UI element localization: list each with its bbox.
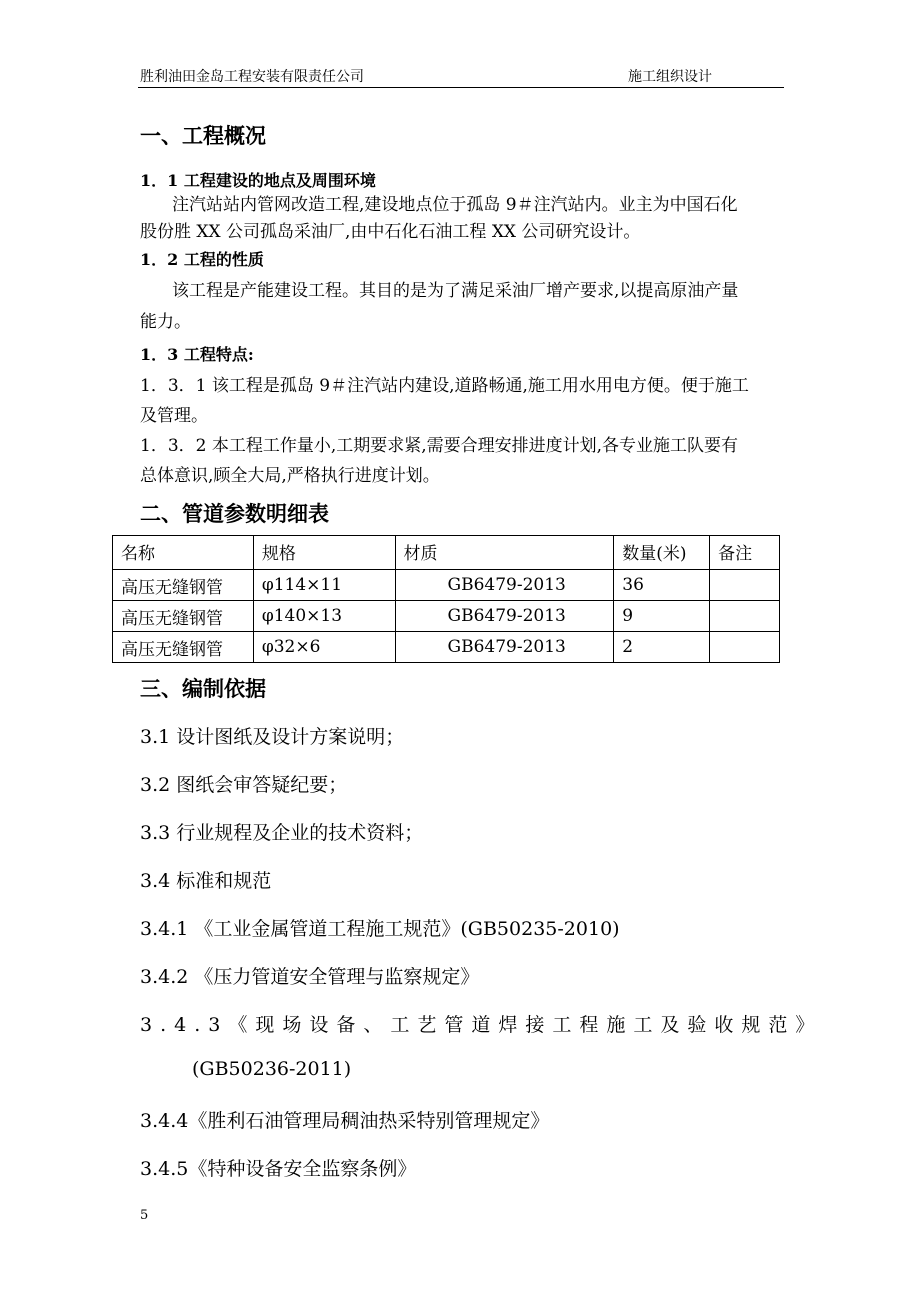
paragraph-1-1-line2: 股份胜 XX 公司孤岛采油厂,由中石化石油工程 XX 公司研究设计。 [140, 222, 641, 242]
paragraph-1-3-1-line2: 及管理。 [140, 406, 208, 426]
pipe-params-table [112, 535, 780, 663]
table-cell-name: 高压无缝钢管 [113, 601, 254, 632]
section2-title: 二、管道参数明细表 [140, 501, 329, 526]
table-header-cell: 备注 [710, 536, 780, 570]
reference-item-continuation: (GB50236-2011) [192, 1058, 352, 1080]
page-number: 5 [140, 1208, 149, 1223]
table-cell-name: 高压无缝钢管 [113, 570, 254, 601]
table-cell-spec: φ114×11 [253, 570, 395, 601]
section3-title: 三、编制依据 [140, 676, 266, 701]
subsection-1-2-title: 1．2 工程的性质 [140, 250, 264, 269]
table-cell-spec: φ32×6 [253, 632, 395, 663]
table-cell-name: 高压无缝钢管 [113, 632, 254, 663]
table-header-cell: 数量(米) [614, 536, 710, 570]
table-cell-remark [710, 601, 780, 632]
table-header-cell: 材质 [395, 536, 614, 570]
table-cell-quantity: 36 [614, 570, 710, 601]
table-cell-remark [710, 632, 780, 663]
paragraph-1-3-2-line1: 1．3．2 本工程工作量小,工期要求紧,需要合理安排进度计划,各专业施工队要有 [140, 436, 739, 456]
reference-item: 3.4.4《胜利石油管理局稠油热采特别管理规定》 [140, 1110, 550, 1132]
reference-item: 3.4.2 《压力管道安全管理与监察规定》 [140, 966, 480, 988]
paragraph-1-3-1-line1: 1．3．1 该工程是孤岛 9＃注汽站内建设,道路畅通,施工用水用电方便。便于施工 [140, 376, 749, 396]
table-cell-spec: φ140×13 [253, 601, 395, 632]
reference-item: 3.4 标准和规范 [140, 870, 272, 892]
table-cell-material: GB6479-2013 [395, 601, 614, 632]
table-cell-remark [710, 570, 780, 601]
table-cell-quantity: 2 [614, 632, 710, 663]
table-row [113, 570, 780, 601]
paragraph-1-2-line2: 能力。 [140, 312, 191, 332]
table-row [113, 601, 780, 632]
subsection-1-1-title: 1．1 工程建设的地点及周围环境 [140, 171, 376, 190]
table-row [113, 632, 780, 663]
table-header-cell: 规格 [253, 536, 395, 570]
paragraph-1-3-2-line2: 总体意识,顾全大局,严格执行进度计划。 [140, 466, 440, 486]
reference-item: 3.4.3《现场设备、工艺管道焊接工程施工及验收规范》 [140, 1014, 823, 1036]
table-cell-material: GB6479-2013 [395, 632, 614, 663]
paragraph-1-2-line1: 该工程是产能建设工程。其目的是为了满足采油厂增产要求,以提高原油产量 [172, 281, 739, 301]
paragraph-1-1-line1: 注汽站站内管网改造工程,建设地点位于孤岛 9＃注汽站内。业主为中国石化 [172, 195, 738, 215]
header-company: 胜利油田金岛工程安装有限责任公司 [140, 69, 364, 85]
header-divider [138, 87, 784, 88]
subsection-1-3-title: 1．3 工程特点: [140, 345, 254, 364]
reference-item: 3.2 图纸会审答疑纪要； [140, 774, 348, 796]
table-header-row [113, 536, 780, 570]
table-header-cell: 名称 [113, 536, 254, 570]
reference-item: 3.4.1 《工业金属管道工程施工规范》(GB50235-2010) [140, 918, 620, 940]
section1-title: 一、工程概况 [140, 123, 266, 148]
table-cell-quantity: 9 [614, 601, 710, 632]
reference-item: 3.3 行业规程及企业的技术资料； [140, 822, 424, 844]
header-doc-type: 施工组织设计 [628, 69, 712, 85]
reference-item: 3.1 设计图纸及设计方案说明； [140, 726, 405, 748]
table-cell-material: GB6479-2013 [395, 570, 614, 601]
reference-item: 3.4.5《特种设备安全监察条例》 [140, 1158, 417, 1180]
